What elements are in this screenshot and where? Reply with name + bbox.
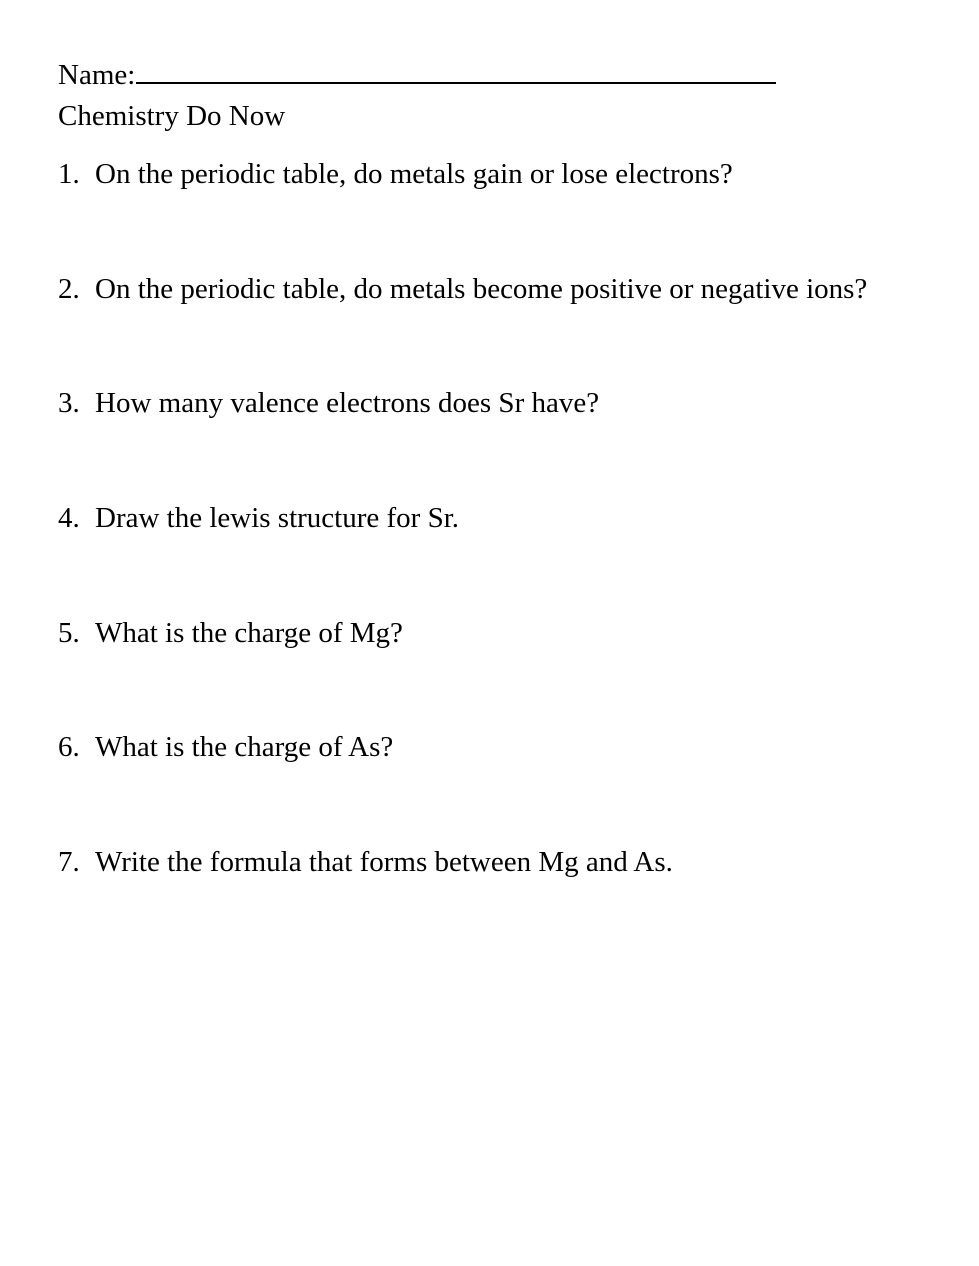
page-title: Chemistry Do Now — [58, 100, 286, 132]
question-6 — [58, 729, 393, 765]
question-text: Draw the lewis structure for Sr. — [95, 502, 460, 534]
question-7 — [58, 844, 673, 880]
question-text: What is the charge of Mg? — [95, 617, 403, 649]
question-text: How many valence electrons does Sr have? — [95, 387, 600, 419]
name-label: Name: — [58, 59, 136, 91]
question-number: 3. — [58, 387, 80, 419]
question-text: What is the charge of As? — [95, 731, 394, 763]
question-number: 1. — [58, 158, 80, 190]
question-number: 4. — [58, 502, 80, 534]
question-number: 6. — [58, 731, 80, 763]
question-1 — [58, 156, 733, 192]
question-number: 5. — [58, 617, 80, 649]
question-3 — [58, 385, 599, 421]
name-blank-line[interactable] — [136, 56, 776, 84]
question-text: On the periodic table, do metals gain or lose electrons? — [95, 158, 733, 190]
question-text: On the periodic table, do metals become positive or negative ions? — [95, 273, 868, 305]
question-4 — [58, 500, 459, 536]
name-field[interactable] — [58, 56, 776, 93]
question-2 — [58, 271, 867, 307]
question-number: 7. — [58, 846, 80, 878]
question-text: Write the formula that forms between Mg and As. — [95, 846, 673, 878]
question-5 — [58, 615, 403, 651]
question-number: 2. — [58, 273, 80, 305]
